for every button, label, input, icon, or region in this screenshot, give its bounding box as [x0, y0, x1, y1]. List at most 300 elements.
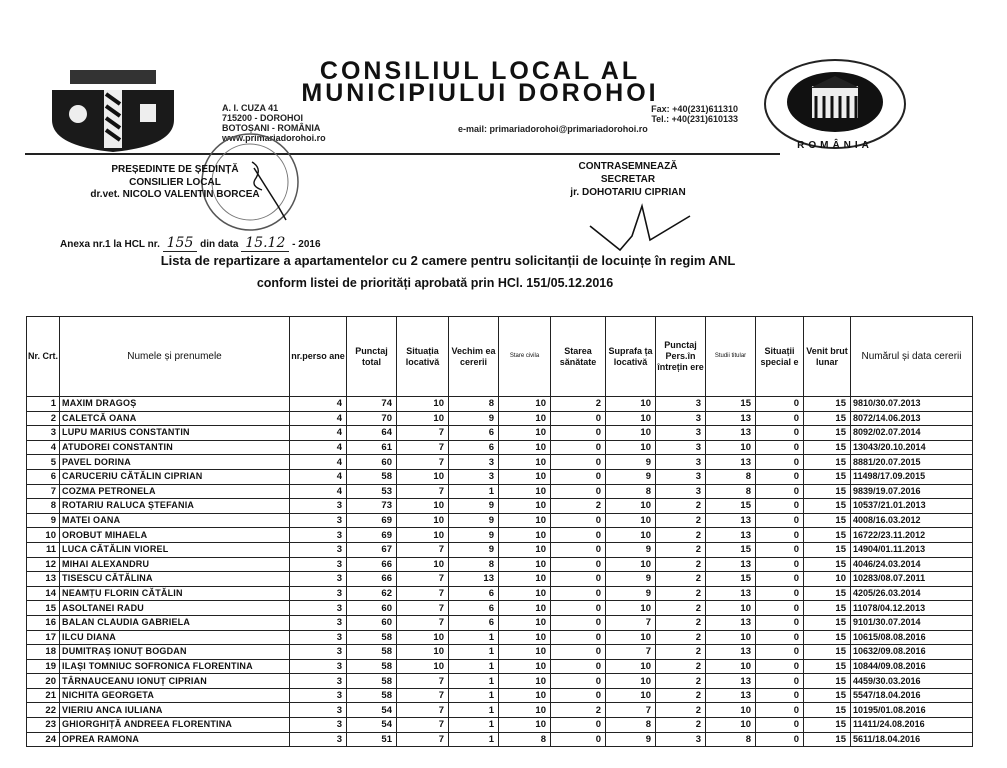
column-header: Stare civila [499, 317, 551, 397]
studies-score-cell: 13 [706, 513, 756, 528]
civil-status-score-cell: 10 [499, 513, 551, 528]
request-age-score-cell: 6 [449, 615, 499, 630]
applicant-name-cell: LUCA CĂTĂLIN VIOREL [60, 542, 290, 557]
housing-situation-score-cell: 10 [397, 528, 449, 543]
request-number-date-cell: 8092/02.07.2014 [851, 426, 973, 441]
studies-score-cell: 8 [706, 732, 756, 747]
living-area-score-cell: 7 [606, 703, 656, 718]
table-row [27, 426, 973, 441]
annex-date: 15.12 [241, 235, 289, 252]
housing-situation-score-cell: 10 [397, 645, 449, 660]
dependents-score-cell: 2 [656, 703, 706, 718]
request-number-date-cell: 9101/30.07.2014 [851, 615, 973, 630]
monthly-income-score-cell: 15 [804, 455, 851, 470]
column-header: Studii titular [706, 317, 756, 397]
row-number-cell: 15 [27, 601, 60, 616]
total-score-cell: 58 [347, 469, 397, 484]
request-age-score-cell: 8 [449, 557, 499, 572]
studies-score-cell: 13 [706, 528, 756, 543]
persons-count-cell: 3 [290, 630, 347, 645]
dependents-score-cell: 3 [656, 484, 706, 499]
persons-count-cell: 4 [290, 411, 347, 426]
health-score-cell: 0 [551, 557, 606, 572]
health-score-cell: 0 [551, 586, 606, 601]
living-area-score-cell: 10 [606, 426, 656, 441]
table-row [27, 572, 973, 587]
column-header: Punctaj total [347, 317, 397, 397]
persons-count-cell: 3 [290, 615, 347, 630]
special-situations-score-cell: 0 [756, 601, 804, 616]
request-number-date-cell: 9810/30.07.2013 [851, 397, 973, 412]
housing-situation-score-cell: 7 [397, 718, 449, 733]
title-line-2: MUNICIPIULUI DOROHOI [301, 79, 659, 107]
living-area-score-cell: 10 [606, 630, 656, 645]
monthly-income-score-cell: 15 [804, 718, 851, 733]
civil-status-score-cell: 10 [499, 484, 551, 499]
housing-situation-score-cell: 7 [397, 542, 449, 557]
special-situations-score-cell: 0 [756, 513, 804, 528]
city-crest-icon [48, 70, 178, 152]
monthly-income-score-cell: 15 [804, 645, 851, 660]
row-number-cell: 16 [27, 615, 60, 630]
persons-count-cell: 3 [290, 542, 347, 557]
health-score-cell: 0 [551, 674, 606, 689]
row-number-cell: 14 [27, 586, 60, 601]
table-row [27, 703, 973, 718]
request-age-score-cell: 1 [449, 659, 499, 674]
dependents-score-cell: 3 [656, 426, 706, 441]
health-score-cell: 0 [551, 426, 606, 441]
health-score-cell: 0 [551, 732, 606, 747]
dependents-score-cell: 2 [656, 674, 706, 689]
persons-count-cell: 4 [290, 397, 347, 412]
address-line: 715200 - DOROHOI [222, 113, 304, 123]
living-area-score-cell: 9 [606, 455, 656, 470]
president-signature-block [60, 164, 290, 202]
total-score-cell: 69 [347, 528, 397, 543]
table-row [27, 484, 973, 499]
table-row [27, 645, 973, 660]
dependents-score-cell: 2 [656, 513, 706, 528]
table-row [27, 586, 973, 601]
applicant-name-cell: DUMITRAȘ IONUȚ BOGDAN [60, 645, 290, 660]
health-score-cell: 0 [551, 601, 606, 616]
applicant-name-cell: ILCU DIANA [60, 630, 290, 645]
civil-status-score-cell: 10 [499, 542, 551, 557]
studies-score-cell: 10 [706, 659, 756, 674]
fax-number: Fax: +40(231)611310 [651, 104, 738, 114]
total-score-cell: 67 [347, 542, 397, 557]
dependents-score-cell: 3 [656, 440, 706, 455]
studies-score-cell: 10 [706, 703, 756, 718]
total-score-cell: 53 [347, 484, 397, 499]
monthly-income-score-cell: 15 [804, 586, 851, 601]
total-score-cell: 60 [347, 615, 397, 630]
request-number-date-cell: 5547/18.04.2016 [851, 688, 973, 703]
civil-status-score-cell: 10 [499, 411, 551, 426]
studies-score-cell: 15 [706, 499, 756, 514]
health-score-cell: 0 [551, 528, 606, 543]
studies-score-cell: 13 [706, 455, 756, 470]
civil-status-score-cell: 10 [499, 586, 551, 601]
request-age-score-cell: 1 [449, 688, 499, 703]
monthly-income-score-cell: 15 [804, 615, 851, 630]
dependents-score-cell: 2 [656, 615, 706, 630]
housing-situation-score-cell: 10 [397, 469, 449, 484]
dependents-score-cell: 3 [656, 411, 706, 426]
applicant-name-cell: ASOLTANEI RADU [60, 601, 290, 616]
housing-situation-score-cell: 7 [397, 426, 449, 441]
applicant-name-cell: MIHAI ALEXANDRU [60, 557, 290, 572]
organization-title [200, 57, 760, 107]
address-line: BOTOȘANI - ROMÂNIA [222, 123, 321, 133]
applicant-name-cell: COZMA PETRONELA [60, 484, 290, 499]
persons-count-cell: 3 [290, 557, 347, 572]
civil-status-score-cell: 10 [499, 703, 551, 718]
living-area-score-cell: 10 [606, 397, 656, 412]
living-area-score-cell: 9 [606, 572, 656, 587]
persons-count-cell: 3 [290, 499, 347, 514]
special-situations-score-cell: 0 [756, 469, 804, 484]
studies-score-cell: 10 [706, 440, 756, 455]
table-row [27, 513, 973, 528]
housing-situation-score-cell: 7 [397, 586, 449, 601]
request-age-score-cell: 8 [449, 397, 499, 412]
health-score-cell: 0 [551, 513, 606, 528]
special-situations-score-cell: 0 [756, 542, 804, 557]
health-score-cell: 0 [551, 455, 606, 470]
total-score-cell: 60 [347, 455, 397, 470]
table-row [27, 542, 973, 557]
total-score-cell: 61 [347, 440, 397, 455]
monthly-income-score-cell: 15 [804, 440, 851, 455]
document-heading: Lista de repartizare a apartamentelor cu 2 camere pentru solicitanții de locuințe în regim ANL [160, 253, 736, 268]
health-score-cell: 0 [551, 718, 606, 733]
living-area-score-cell: 10 [606, 411, 656, 426]
persons-count-cell: 4 [290, 426, 347, 441]
dependents-score-cell: 2 [656, 659, 706, 674]
total-score-cell: 54 [347, 718, 397, 733]
president-title: CONSILIER LOCAL [129, 176, 221, 188]
column-header: Numărul și data cererii [851, 317, 973, 397]
health-score-cell: 0 [551, 572, 606, 587]
persons-count-cell: 3 [290, 601, 347, 616]
request-age-score-cell: 9 [449, 542, 499, 557]
civil-status-score-cell: 10 [499, 426, 551, 441]
row-number-cell: 8 [27, 499, 60, 514]
studies-score-cell: 13 [706, 674, 756, 689]
special-situations-score-cell: 0 [756, 499, 804, 514]
total-score-cell: 60 [347, 601, 397, 616]
dependents-score-cell: 3 [656, 397, 706, 412]
persons-count-cell: 3 [290, 732, 347, 747]
request-age-score-cell: 9 [449, 528, 499, 543]
row-number-cell: 7 [27, 484, 60, 499]
living-area-score-cell: 8 [606, 484, 656, 499]
request-number-date-cell: 11498/17.09.2015 [851, 469, 973, 484]
request-age-score-cell: 1 [449, 718, 499, 733]
health-score-cell: 0 [551, 645, 606, 660]
health-score-cell: 0 [551, 615, 606, 630]
civil-status-score-cell: 10 [499, 688, 551, 703]
email-link[interactable]: e-mail: primariadorohoi@primariadorohoi.ro [458, 124, 648, 134]
special-situations-score-cell: 0 [756, 615, 804, 630]
special-situations-score-cell: 0 [756, 630, 804, 645]
dependents-score-cell: 3 [656, 469, 706, 484]
president-name: dr.vet. NICOLO VALENTIN BORCEA [90, 189, 260, 200]
persons-count-cell: 3 [290, 513, 347, 528]
dependents-score-cell: 2 [656, 718, 706, 733]
request-age-score-cell: 1 [449, 630, 499, 645]
secretary-name: jr. DOHOTARIU CIPRIAN [570, 187, 686, 198]
living-area-score-cell: 9 [606, 469, 656, 484]
request-number-date-cell: 11078/04.12.2013 [851, 601, 973, 616]
table-row [27, 528, 973, 543]
column-header: Starea sănătate [551, 317, 606, 397]
request-age-score-cell: 1 [449, 674, 499, 689]
persons-count-cell: 4 [290, 469, 347, 484]
special-situations-score-cell: 0 [756, 718, 804, 733]
column-header: Nr. Crt. [27, 317, 60, 397]
civil-status-score-cell: 10 [499, 572, 551, 587]
row-number-cell: 21 [27, 688, 60, 703]
total-score-cell: 58 [347, 630, 397, 645]
column-header: Venit brut lunar [804, 317, 851, 397]
table-row [27, 688, 973, 703]
special-situations-score-cell: 0 [756, 426, 804, 441]
total-score-cell: 66 [347, 557, 397, 572]
dependents-score-cell: 2 [656, 601, 706, 616]
request-number-date-cell: 10537/21.01.2013 [851, 499, 973, 514]
dependents-score-cell: 3 [656, 732, 706, 747]
row-number-cell: 2 [27, 411, 60, 426]
living-area-score-cell: 9 [606, 542, 656, 557]
special-situations-score-cell: 0 [756, 411, 804, 426]
column-header: Punctaj Pers.în întrețin ere [656, 317, 706, 397]
studies-score-cell: 13 [706, 586, 756, 601]
total-score-cell: 58 [347, 659, 397, 674]
living-area-score-cell: 10 [606, 440, 656, 455]
health-score-cell: 0 [551, 469, 606, 484]
municipality-seal-icon [760, 56, 910, 154]
applicant-name-cell: PAVEL DORINA [60, 455, 290, 470]
health-score-cell: 2 [551, 703, 606, 718]
monthly-income-score-cell: 15 [804, 732, 851, 747]
civil-status-score-cell: 10 [499, 469, 551, 484]
monthly-income-score-cell: 15 [804, 411, 851, 426]
living-area-score-cell: 7 [606, 615, 656, 630]
row-number-cell: 4 [27, 440, 60, 455]
request-age-score-cell: 1 [449, 703, 499, 718]
monthly-income-score-cell: 15 [804, 397, 851, 412]
applicant-name-cell: NICHITA GEORGETA [60, 688, 290, 703]
civil-status-score-cell: 10 [499, 440, 551, 455]
special-situations-score-cell: 0 [756, 528, 804, 543]
monthly-income-score-cell: 15 [804, 499, 851, 514]
request-age-score-cell: 9 [449, 499, 499, 514]
total-score-cell: 62 [347, 586, 397, 601]
living-area-score-cell: 10 [606, 513, 656, 528]
housing-situation-score-cell: 10 [397, 557, 449, 572]
column-header: Situația locativă [397, 317, 449, 397]
housing-situation-score-cell: 7 [397, 688, 449, 703]
living-area-score-cell: 10 [606, 528, 656, 543]
civil-status-score-cell: 10 [499, 630, 551, 645]
request-age-score-cell: 6 [449, 601, 499, 616]
row-number-cell: 24 [27, 732, 60, 747]
request-age-score-cell: 3 [449, 469, 499, 484]
row-number-cell: 22 [27, 703, 60, 718]
persons-count-cell: 3 [290, 586, 347, 601]
studies-score-cell: 15 [706, 572, 756, 587]
header-divider [25, 153, 780, 155]
applicant-name-cell: ILAȘI TOMNIUC SOFRONICA FLORENTINA [60, 659, 290, 674]
applicant-name-cell: TÂRNAUCEANU IONUȚ CIPRIAN [60, 674, 290, 689]
health-score-cell: 2 [551, 499, 606, 514]
dependents-score-cell: 2 [656, 586, 706, 601]
table-row [27, 455, 973, 470]
persons-count-cell: 3 [290, 688, 347, 703]
dependents-score-cell: 2 [656, 630, 706, 645]
address-line: A. I. CUZA 41 [222, 103, 279, 113]
applicant-name-cell: OPREA RAMONA [60, 732, 290, 747]
row-number-cell: 13 [27, 572, 60, 587]
monthly-income-score-cell: 15 [804, 469, 851, 484]
living-area-score-cell: 10 [606, 557, 656, 572]
secretary-signature-icon [580, 196, 700, 256]
living-area-score-cell: 7 [606, 645, 656, 660]
special-situations-score-cell: 0 [756, 484, 804, 499]
housing-situation-score-cell: 7 [397, 674, 449, 689]
living-area-score-cell: 10 [606, 659, 656, 674]
applicant-name-cell: BALAN CLAUDIA GABRIELA [60, 615, 290, 630]
civil-status-score-cell: 10 [499, 397, 551, 412]
monthly-income-score-cell: 15 [804, 703, 851, 718]
table-row [27, 601, 973, 616]
monthly-income-score-cell: 15 [804, 484, 851, 499]
monthly-income-score-cell: 15 [804, 528, 851, 543]
special-situations-score-cell: 0 [756, 688, 804, 703]
table-row [27, 499, 973, 514]
request-number-date-cell: 16722/23.11.2012 [851, 528, 973, 543]
request-number-date-cell: 4205/26.03.2014 [851, 586, 973, 601]
applicant-name-cell: MATEI OANA [60, 513, 290, 528]
applicant-name-cell: MAXIM DRAGOȘ [60, 397, 290, 412]
health-score-cell: 0 [551, 440, 606, 455]
studies-score-cell: 13 [706, 557, 756, 572]
table-row [27, 732, 973, 747]
row-number-cell: 19 [27, 659, 60, 674]
monthly-income-score-cell: 10 [804, 572, 851, 587]
table-row [27, 659, 973, 674]
living-area-score-cell: 10 [606, 499, 656, 514]
health-score-cell: 0 [551, 630, 606, 645]
table-header-row [27, 317, 973, 397]
special-situations-score-cell: 0 [756, 659, 804, 674]
dependents-score-cell: 2 [656, 499, 706, 514]
table-row [27, 397, 973, 412]
special-situations-score-cell: 0 [756, 645, 804, 660]
housing-situation-score-cell: 10 [397, 630, 449, 645]
request-age-score-cell: 3 [449, 455, 499, 470]
title-line-1: CONSILIUL LOCAL AL [319, 57, 641, 85]
monthly-income-score-cell: 15 [804, 630, 851, 645]
special-situations-score-cell: 0 [756, 732, 804, 747]
allocation-table [26, 316, 973, 747]
monthly-income-score-cell: 15 [804, 557, 851, 572]
studies-score-cell: 15 [706, 542, 756, 557]
living-area-score-cell: 8 [606, 718, 656, 733]
special-situations-score-cell: 0 [756, 557, 804, 572]
row-number-cell: 23 [27, 718, 60, 733]
monthly-income-score-cell: 15 [804, 542, 851, 557]
total-score-cell: 54 [347, 703, 397, 718]
applicant-name-cell: VIERIU ANCA IULIANA [60, 703, 290, 718]
total-score-cell: 66 [347, 572, 397, 587]
housing-situation-score-cell: 7 [397, 615, 449, 630]
total-score-cell: 58 [347, 645, 397, 660]
total-score-cell: 58 [347, 674, 397, 689]
column-header: Numele și prenumele [60, 317, 290, 397]
total-score-cell: 58 [347, 688, 397, 703]
request-number-date-cell: 13043/20.10.2014 [851, 440, 973, 455]
column-header: Situații special e [756, 317, 804, 397]
studies-score-cell: 8 [706, 469, 756, 484]
studies-score-cell: 10 [706, 601, 756, 616]
housing-situation-score-cell: 7 [397, 440, 449, 455]
applicant-name-cell: OROBUT MIHAELA [60, 528, 290, 543]
civil-status-score-cell: 10 [499, 645, 551, 660]
studies-score-cell: 10 [706, 630, 756, 645]
total-score-cell: 69 [347, 513, 397, 528]
table-row [27, 718, 973, 733]
annex-reference [60, 235, 321, 252]
studies-score-cell: 13 [706, 426, 756, 441]
monthly-income-score-cell: 15 [804, 659, 851, 674]
civil-status-score-cell: 10 [499, 499, 551, 514]
dependents-score-cell: 3 [656, 455, 706, 470]
studies-score-cell: 8 [706, 484, 756, 499]
secretary-signature-block [538, 160, 718, 199]
living-area-score-cell: 10 [606, 688, 656, 703]
total-score-cell: 74 [347, 397, 397, 412]
request-number-date-cell: 4459/30.03.2016 [851, 674, 973, 689]
president-role: PREȘEDINTE DE ȘEDINȚĂ [111, 164, 239, 175]
website-link[interactable]: www.primariadorohoi.ro [222, 133, 326, 143]
row-number-cell: 20 [27, 674, 60, 689]
living-area-score-cell: 9 [606, 586, 656, 601]
dependents-score-cell: 2 [656, 542, 706, 557]
health-score-cell: 0 [551, 659, 606, 674]
civil-status-score-cell: 10 [499, 615, 551, 630]
request-number-date-cell: 10195/01.08.2016 [851, 703, 973, 718]
request-number-date-cell: 8072/14.06.2013 [851, 411, 973, 426]
row-number-cell: 17 [27, 630, 60, 645]
request-number-date-cell: 8881/20.07.2015 [851, 455, 973, 470]
applicant-name-cell: CARUCERIU CĂTĂLIN CIPRIAN [60, 469, 290, 484]
civil-status-score-cell: 10 [499, 601, 551, 616]
row-number-cell: 6 [27, 469, 60, 484]
civil-status-score-cell: 10 [499, 557, 551, 572]
civil-status-score-cell: 10 [499, 718, 551, 733]
request-number-date-cell: 14904/01.11.2013 [851, 542, 973, 557]
request-age-score-cell: 6 [449, 440, 499, 455]
civil-status-score-cell: 8 [499, 732, 551, 747]
special-situations-score-cell: 0 [756, 572, 804, 587]
special-situations-score-cell: 0 [756, 674, 804, 689]
persons-count-cell: 3 [290, 528, 347, 543]
housing-situation-score-cell: 10 [397, 513, 449, 528]
